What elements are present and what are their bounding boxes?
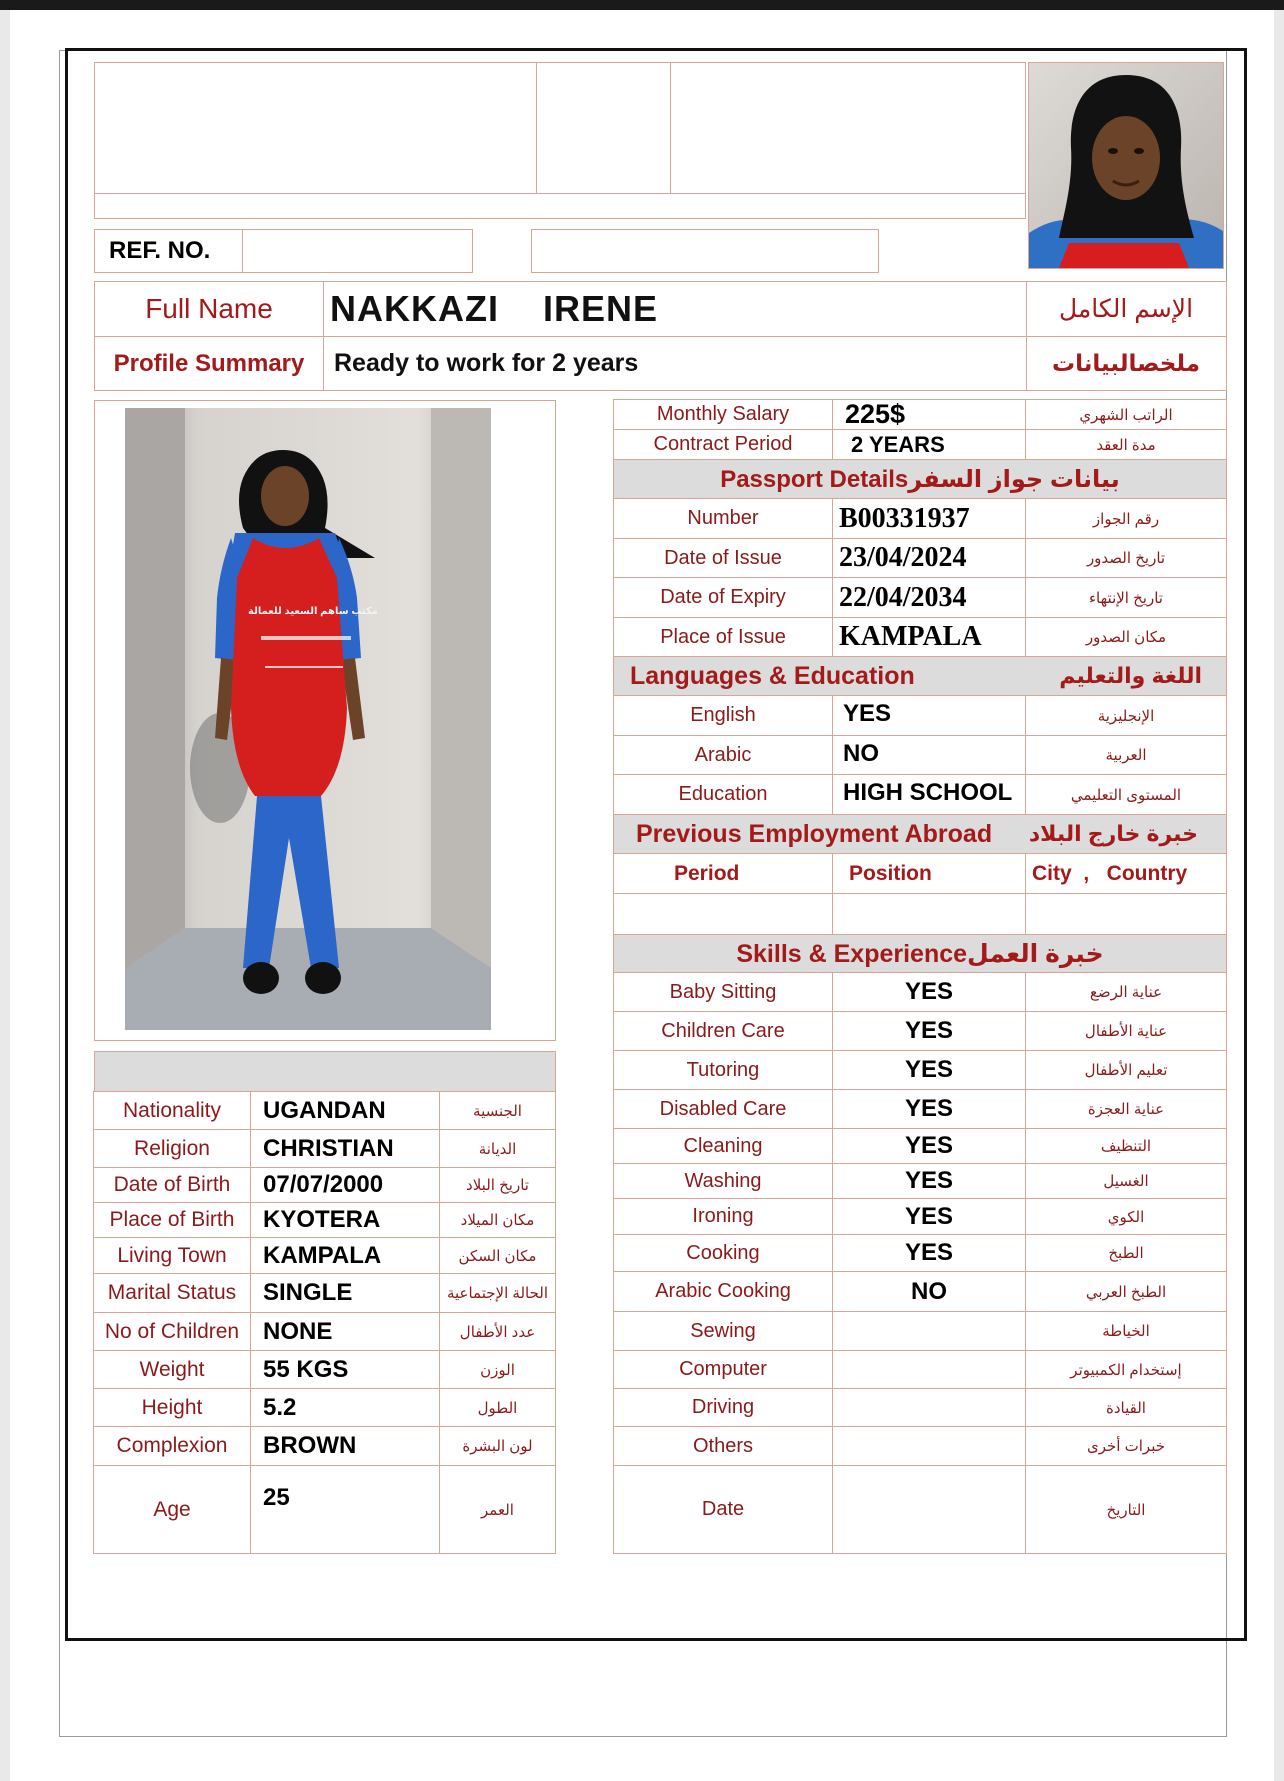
ref-extra-field[interactable] — [531, 229, 879, 273]
skill-ar-cell — [1025, 1311, 1227, 1351]
personal-ar-label: الديانة — [478, 1140, 517, 1158]
passport-value-cell — [832, 538, 1026, 578]
personal-value-cell — [250, 1202, 440, 1238]
skill-ar-cell — [1025, 1128, 1227, 1164]
contract-period-label: Contract Period — [653, 433, 793, 455]
skill-value: YES — [904, 1017, 954, 1044]
skill-label-cell — [613, 972, 833, 1012]
skill-ar-label: الكوي — [1107, 1208, 1145, 1226]
personal-label: Nationality — [122, 1098, 222, 1122]
skill-value: YES — [904, 1239, 954, 1266]
personal-ar-cell — [439, 1350, 556, 1389]
language-value: NO — [843, 740, 879, 767]
skill-ar-label: إستخدام الكمبيوتر — [1070, 1361, 1182, 1379]
language-label: Education — [678, 783, 768, 805]
skill-value-cell — [832, 972, 1026, 1012]
top-bar — [0, 0, 1284, 10]
skill-ar-label: عناية الأطفال — [1084, 1023, 1168, 1040]
date-label-cell — [613, 1465, 833, 1554]
skill-label-cell — [613, 1350, 833, 1389]
skill-value-cell — [832, 1128, 1026, 1164]
personal-value: 55 KGS — [263, 1355, 349, 1383]
skill-ar-label: الطبخ العربي — [1085, 1283, 1167, 1301]
salary-value-cell — [832, 399, 1026, 430]
personal-ar-label: مكان الميلاد — [460, 1212, 535, 1229]
personal-ar-label: لون البشرة — [462, 1438, 533, 1455]
skill-ar-cell — [1025, 1234, 1227, 1272]
personal-ar-label: عدد الأطفال — [459, 1323, 536, 1341]
personal-label: Living Town — [117, 1243, 227, 1267]
skill-label: Ironing — [692, 1205, 754, 1227]
skills-header — [613, 934, 1227, 973]
passport-label-cell — [613, 538, 833, 578]
skill-ar-label: التنظيف — [1100, 1138, 1152, 1155]
personal-label-cell — [93, 1465, 251, 1554]
skill-label: Disabled Care — [659, 1097, 787, 1120]
skill-ar-label: تعليم الأطفال — [1084, 1062, 1168, 1079]
profile-summary-label-text: Profile Summary — [113, 349, 305, 377]
passport-label-cell — [613, 577, 833, 618]
skill-label: Baby Sitting — [669, 980, 777, 1003]
skill-value: NO — [911, 1277, 947, 1305]
passport-label-cell — [613, 617, 833, 657]
language-value: HIGH SCHOOL — [843, 779, 1013, 806]
date-label: Date — [701, 1498, 745, 1520]
personal-ar-label: العمر — [481, 1501, 514, 1519]
employment-title: Previous Employment Abroad — [636, 819, 993, 848]
skill-value-cell — [832, 1234, 1026, 1272]
personal-label-cell — [93, 1426, 251, 1466]
languages-title: Languages & Education — [630, 661, 915, 690]
full-name-label — [94, 281, 324, 337]
skill-label: Children Care — [661, 1019, 785, 1042]
skill-label-cell — [613, 1128, 833, 1164]
personal-label: Marital Status — [107, 1281, 237, 1304]
personal-label-cell — [93, 1091, 251, 1130]
skill-label: Cooking — [686, 1241, 760, 1264]
skill-label: Cleaning — [683, 1134, 763, 1157]
personal-label: Religion — [134, 1136, 210, 1160]
personal-value-cell — [250, 1388, 440, 1427]
personal-ar-cell — [439, 1312, 556, 1351]
personal-value: KYOTERA — [263, 1206, 381, 1233]
passport-value: KAMPALA — [839, 621, 982, 652]
skill-value-cell — [832, 1163, 1026, 1199]
profile-summary-text: Ready to work for 2 years — [334, 349, 639, 377]
personal-label: No of Children — [104, 1319, 240, 1343]
passport-label: Place of Issue — [660, 625, 786, 648]
personal-ar-cell — [439, 1465, 556, 1554]
personal-value: 5.2 — [263, 1393, 297, 1421]
apron-logo-text: مكتب ساهم السعيد للعمالة — [248, 606, 378, 617]
personal-ar-cell — [439, 1273, 556, 1313]
skill-value: YES — [904, 1095, 954, 1122]
skill-value-cell — [832, 1426, 1026, 1466]
passport-label-cell — [613, 498, 833, 539]
portrait-photo — [1028, 62, 1224, 269]
employment-period-cell — [613, 893, 833, 935]
personal-ar-label: الحالة الإجتماعية — [446, 1285, 549, 1302]
skill-ar-cell — [1025, 1011, 1227, 1051]
header-strip — [94, 193, 1026, 219]
passport-ar-label: رقم الجواز — [1092, 510, 1160, 528]
skill-ar-label: الغسيل — [1103, 1173, 1149, 1190]
full-name-value — [330, 281, 1020, 337]
passport-ar-label: تاريخ الإنتهاء — [1089, 589, 1163, 607]
skill-label-cell — [613, 1271, 833, 1312]
skill-ar-cell — [1025, 972, 1227, 1012]
employment-col-position — [832, 853, 1026, 894]
skill-label-cell — [613, 1011, 833, 1051]
personal-ar-cell — [439, 1091, 556, 1130]
passport-value-cell — [832, 498, 1026, 539]
passport-header — [613, 459, 1227, 499]
skill-ar-cell — [1025, 1089, 1227, 1129]
skill-label-cell — [613, 1050, 833, 1090]
skill-label: Driving — [691, 1396, 755, 1418]
personal-label-cell — [93, 1273, 251, 1313]
personal-header — [94, 1051, 556, 1092]
personal-ar-cell — [439, 1237, 556, 1274]
personal-label: Place of Birth — [109, 1208, 235, 1231]
skill-label: Tutoring — [686, 1058, 760, 1081]
personal-value: UGANDAN — [263, 1096, 386, 1124]
language-ar-label: الإنجليزية — [1097, 707, 1155, 725]
language-value: YES — [843, 700, 892, 727]
passport-value: B00331937 — [839, 502, 970, 534]
language-ar-cell — [1025, 695, 1227, 736]
contract-period-ar-cell — [1025, 429, 1227, 460]
personal-ar-cell — [439, 1129, 556, 1168]
language-value-cell — [832, 774, 1026, 815]
skill-label-cell — [613, 1163, 833, 1199]
skill-label: Washing — [684, 1169, 762, 1192]
passport-ar-cell — [1025, 498, 1227, 539]
salary-value: 225$ — [845, 399, 906, 429]
employment-col-city — [1025, 853, 1227, 894]
header-box-2 — [536, 62, 671, 194]
skill-value-cell — [832, 1089, 1026, 1129]
language-label: Arabic — [694, 743, 752, 766]
skill-value-cell — [832, 1198, 1026, 1235]
employment-header — [613, 814, 1227, 854]
profile-summary-ar-label — [1026, 336, 1226, 391]
personal-value-cell — [250, 1350, 440, 1389]
skill-ar-cell — [1025, 1050, 1227, 1090]
contract-period-value: 2 YEARS — [851, 431, 945, 457]
skill-ar-label: عناية الرضع — [1089, 984, 1163, 1001]
passport-ar-label: مكان الصدور — [1085, 629, 1167, 646]
skill-value-cell — [832, 1350, 1026, 1389]
contract-period-value-cell — [832, 429, 1026, 460]
personal-ar-label: الجنسية — [473, 1102, 522, 1120]
personal-label-cell — [93, 1312, 251, 1351]
personal-value: NONE — [263, 1317, 333, 1345]
salary-label-cell — [613, 399, 833, 430]
language-label-cell — [613, 695, 833, 736]
languages-title-ar: اللغة والتعليم — [1059, 663, 1202, 688]
header-box-1 — [94, 62, 537, 194]
date-ar-label: التاريخ — [1106, 1501, 1146, 1519]
skill-label-cell — [613, 1234, 833, 1272]
personal-value-cell — [250, 1237, 440, 1274]
personal-value: KAMPALA — [263, 1241, 382, 1269]
passport-value: 23/04/2024 — [839, 542, 967, 573]
employment-position-cell — [832, 893, 1026, 935]
skill-value-cell — [832, 1311, 1026, 1351]
personal-ar-label: الطول — [477, 1399, 518, 1417]
skill-ar-cell — [1025, 1163, 1227, 1199]
full-body-photo — [125, 408, 491, 1030]
language-label: English — [690, 704, 756, 726]
salary-label: Monthly Salary — [656, 403, 790, 425]
skill-ar-label: الخياطة — [1102, 1323, 1150, 1340]
language-value-cell — [832, 695, 1026, 736]
language-ar-label: المستوى التعليمي — [1070, 786, 1182, 804]
passport-ar-cell — [1025, 617, 1227, 657]
skill-label: Sewing — [690, 1319, 756, 1342]
profile-summary-value — [334, 336, 1014, 391]
personal-label-cell — [93, 1129, 251, 1168]
skills-title: Skills & Experienceخبرة العمل — [736, 939, 1104, 968]
passport-ar-cell — [1025, 538, 1227, 578]
skill-ar-label: الطبخ — [1108, 1245, 1144, 1262]
personal-ar-cell — [439, 1426, 556, 1466]
passport-value-cell — [832, 577, 1026, 618]
skill-ar-cell — [1025, 1388, 1227, 1427]
full-name-label-text: Full Name — [145, 293, 273, 324]
personal-value-cell — [250, 1091, 440, 1130]
personal-value-cell — [250, 1273, 440, 1313]
language-ar-label: العربية — [1105, 747, 1147, 764]
passport-value: 22/04/2034 — [839, 581, 967, 613]
personal-ar-label: الوزن — [480, 1361, 515, 1379]
language-ar-cell — [1025, 774, 1227, 815]
personal-ar-label: مكان السكن — [458, 1247, 537, 1265]
passport-label: Date of Issue — [664, 546, 782, 569]
personal-label-cell — [93, 1350, 251, 1389]
personal-ar-cell — [439, 1202, 556, 1238]
skill-label-cell — [613, 1426, 833, 1466]
full-name-ar-label — [1026, 281, 1226, 337]
passport-label: Number — [687, 507, 759, 529]
personal-value: CHRISTIAN — [263, 1134, 394, 1162]
skill-value: YES — [904, 978, 954, 1005]
skill-label-cell — [613, 1388, 833, 1427]
passport-ar-label: تاريخ الصدور — [1086, 550, 1166, 567]
employment-city-label: City , Country — [1032, 861, 1188, 885]
skill-value: YES — [904, 1202, 954, 1230]
employment-col-period — [613, 853, 833, 894]
language-label-cell — [613, 735, 833, 775]
skill-ar-label: القيادة — [1106, 1399, 1146, 1417]
salary-ar-label: الراتب الشهري — [1079, 406, 1173, 424]
skill-ar-cell — [1025, 1350, 1227, 1389]
personal-label: Weight — [139, 1357, 205, 1381]
personal-value-cell — [250, 1167, 440, 1203]
profile-summary-ar-text: ملخصالبيانات — [1052, 350, 1200, 376]
personal-ar-cell — [439, 1167, 556, 1203]
language-label-cell — [613, 774, 833, 815]
personal-value: 07/07/2000 — [263, 1171, 384, 1198]
personal-label: Age — [153, 1497, 191, 1521]
contract-period-label-cell — [613, 429, 833, 460]
personal-label-cell — [93, 1202, 251, 1238]
skill-ar-cell — [1025, 1271, 1227, 1312]
personal-value: 25 — [263, 1484, 290, 1511]
passport-value-cell — [832, 617, 1026, 657]
skill-ar-label: عناية العجزة — [1087, 1101, 1165, 1118]
skill-label: Arabic Cooking — [655, 1280, 791, 1302]
personal-value-cell — [250, 1426, 440, 1466]
personal-label-cell — [93, 1237, 251, 1274]
passport-label: Date of Expiry — [660, 586, 786, 608]
full-name-text: NAKKAZI IRENE — [330, 288, 659, 329]
personal-value-cell — [250, 1465, 440, 1554]
skill-label: Others — [692, 1434, 754, 1457]
contract-period-ar-label: مدة العقد — [1096, 436, 1156, 454]
personal-label-cell — [93, 1167, 251, 1203]
full-name-ar-text: الإسم الكامل — [1058, 295, 1194, 323]
profile-summary-label — [94, 336, 324, 391]
languages-header — [613, 656, 1227, 696]
personal-label: Complexion — [116, 1434, 228, 1457]
passport-ar-cell — [1025, 577, 1227, 618]
employment-period-label: Period — [674, 861, 740, 885]
passport-title: Passport Detailsبيانات جواز السفر — [720, 465, 1120, 493]
employment-city-cell — [1025, 893, 1227, 935]
ref-no-field[interactable] — [242, 229, 473, 273]
skill-value: YES — [904, 1167, 954, 1194]
employment-position-label: Position — [849, 861, 932, 885]
ref-no-label — [94, 229, 243, 273]
personal-value-cell — [250, 1129, 440, 1168]
skill-value-cell — [832, 1271, 1026, 1312]
personal-value-cell — [250, 1312, 440, 1351]
skill-ar-label: خبرات أخرى — [1087, 1438, 1165, 1455]
skill-value-cell — [832, 1388, 1026, 1427]
skill-label-cell — [613, 1198, 833, 1235]
personal-ar-label: تاريخ البلاد — [466, 1177, 529, 1194]
language-value-cell — [832, 735, 1026, 775]
personal-value: SINGLE — [263, 1279, 353, 1306]
date-value-cell — [832, 1465, 1026, 1554]
employment-title-ar: خبرة خارج البلاد — [1028, 821, 1198, 846]
skill-ar-cell — [1025, 1198, 1227, 1235]
personal-label: Height — [141, 1395, 203, 1419]
skill-value: YES — [904, 1056, 954, 1083]
skill-label-cell — [613, 1311, 833, 1351]
personal-value: BROWN — [263, 1432, 357, 1459]
skill-label-cell — [613, 1089, 833, 1129]
personal-label: Date of Birth — [113, 1173, 231, 1196]
skill-value: YES — [904, 1132, 954, 1159]
ref-no-text: REF. NO. — [109, 237, 211, 264]
skill-label: Computer — [679, 1358, 767, 1380]
header-box-3 — [670, 62, 1026, 194]
salary-ar-cell — [1025, 399, 1227, 430]
personal-ar-cell — [439, 1388, 556, 1427]
date-ar-cell — [1025, 1465, 1227, 1554]
skill-value-cell — [832, 1050, 1026, 1090]
skill-value-cell — [832, 1011, 1026, 1051]
skill-ar-cell — [1025, 1426, 1227, 1466]
language-ar-cell — [1025, 735, 1227, 775]
personal-label-cell — [93, 1388, 251, 1427]
